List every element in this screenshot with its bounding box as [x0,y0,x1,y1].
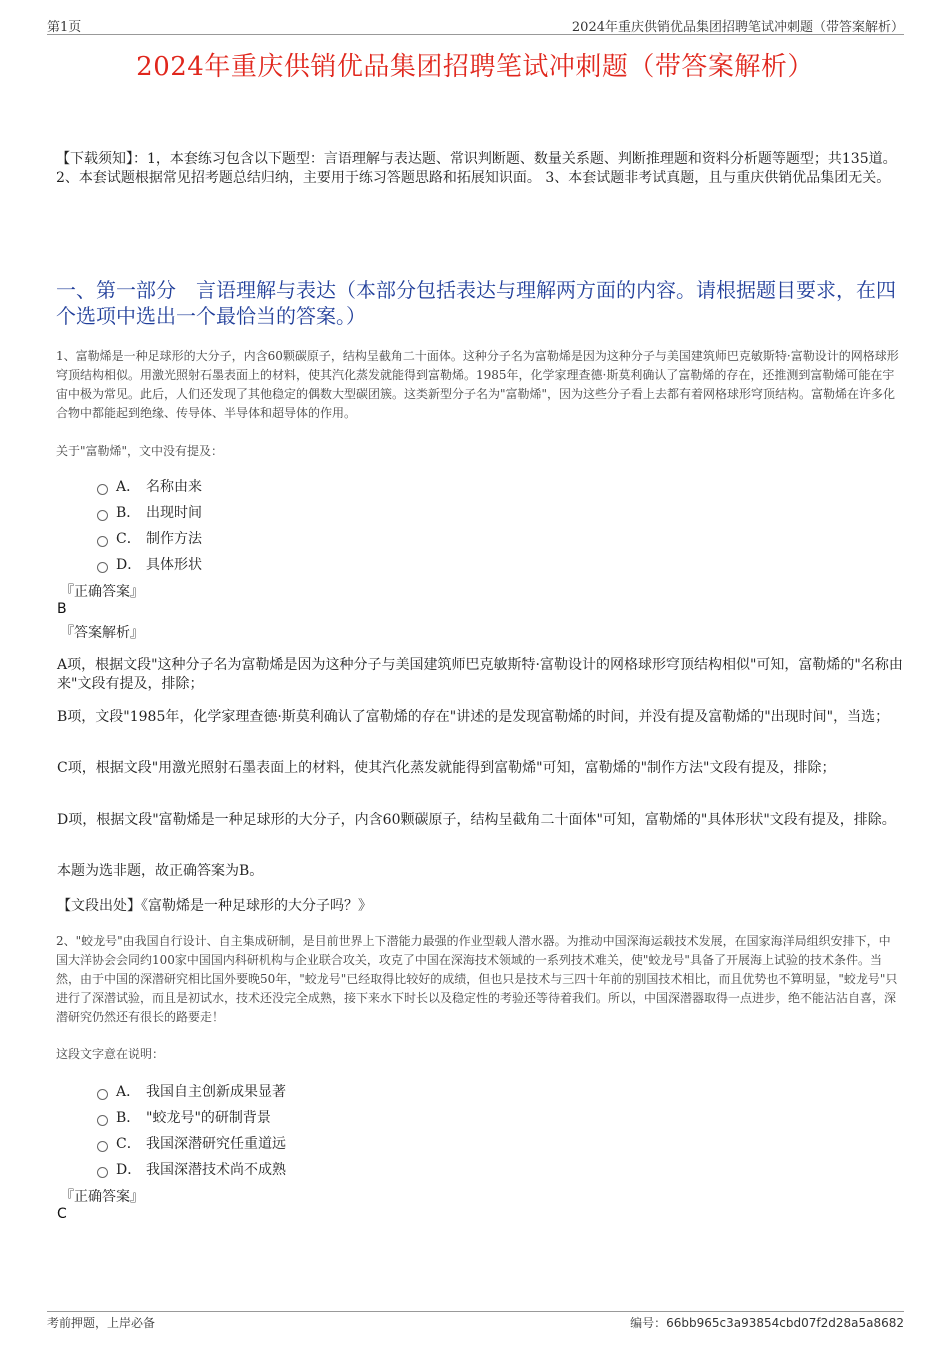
running-header-title: 2024年重庆供销优品集团招聘笔试冲刺题（带答案解析） [571,20,904,35]
section-heading: 一、第一部分 言语理解与表达（本部分包括表达与理解两方面的内容。请根据题目要求，在四个选项中选出一个最恰当的答案。） [56,278,896,328]
option-text: 我国自主创新成果显著 [146,1084,286,1100]
analysis-option-b: B项，文段"1985年，化学家理查德·斯莫利确认了富勒烯的存在"讲述的是发现富勒烯的时间，并没有提及富勒烯的"出现时间"，当选； [57,709,890,725]
option-text: 名称由来 [146,479,202,495]
option-a[interactable]: A． 我国自主创新成果显著 [97,1078,286,1104]
radio-icon[interactable] [97,1167,108,1178]
question-1-passage: 1、富勒烯是一种足球形的大分子，内含60颗碳原子，结构呈截角二十面体。这种分子名为富勒烯是因为这种分子与美国建筑师巴克敏斯特·富勒设计的网格球形穹顶结构相似。用激光照射石墨表面上的材料，使其汽化蒸发就能得到富勒烯。1985年，化学家理查德·斯莫利确认了富勒烯的存在，还推测到富勒烯可能在宇宙中极为常见。此后，人们还发现了其他稳定的偶数大型碳团簇。这类新型分子名为"富勒烯"，因为这些分子看上去都有着网格球形穹顶结构。富勒烯在许多化合物中都能起到绝缘、传导体、半导体和超导体的作用。 [56,349,899,420]
option-text: 制作方法 [146,531,202,547]
document-id-value: 66bb965c3a93854cbd07f2d28a5a8682 [666,1316,904,1330]
option-text: 出现时间 [146,505,202,521]
radio-icon[interactable] [97,562,108,573]
option-b[interactable]: B． "蛟龙号"的研制背景 [97,1104,286,1130]
radio-icon[interactable] [97,510,108,521]
question-2-prompt: 这段文字意在说明： [56,1047,165,1061]
option-text: 我国深潜技术尚不成熟 [146,1162,286,1178]
option-b[interactable]: B． 出现时间 [97,499,202,525]
option-d[interactable]: D． 具体形状 [97,551,202,577]
option-text: 具体形状 [146,557,202,573]
question-1-options [97,473,202,577]
option-a[interactable]: A． 名称由来 [97,473,202,499]
correct-answer-label: 『正确答案』 [60,1189,144,1205]
correct-answer: B [57,601,67,617]
analysis-conclusion: 本题为选非题，故正确答案为B。 [57,863,264,879]
option-c[interactable]: C． 制作方法 [97,525,202,551]
correct-answer-label: 『正确答案』 [60,584,144,600]
analysis-option-c: C项，根据文段"用激光照射石墨表面上的材料，使其汽化蒸发就能得到富勒烯"可知，富勒烯的"制作方法"文段有提及，排除； [57,760,836,776]
analysis-label: 『答案解析』 [60,625,144,641]
analysis-option-a: A项，根据文段"这种分子名为富勒烯是因为这种分子与美国建筑师巴克敏斯特·富勒设计的网格球形穹顶结构相似"可知，富勒烯的"名称由来"文段有提及，排除； [57,657,903,692]
document-id [630,1314,904,1331]
footer-slogan: 考前押题，上岸必备 [47,1316,156,1330]
page-title: 2024年重庆供销优品集团招聘笔试冲刺题（带答案解析） [136,52,814,82]
passage-source: 【文段出处】《富勒烯是一种足球形的大分子吗？》 [57,898,372,914]
option-text: "蛟龙号"的研制背景 [146,1110,271,1126]
page-number: 第1页 [47,20,82,35]
radio-icon[interactable] [97,484,108,495]
option-d[interactable]: D． 我国深潜技术尚不成熟 [97,1156,286,1182]
question-1-prompt: 关于"富勒烯"，文中没有提及： [56,444,224,458]
radio-icon[interactable] [97,1141,108,1152]
option-c[interactable]: C． 我国深潜研究任重道远 [97,1130,286,1156]
download-notice: 【下载须知】：1，本套练习包含以下题型：言语理解与表达题、常识判断题、数量关系题、判断推理题和资料分析题等题型；共135道。 2、本套试题根据常见招考题总结归纳，主要用于练习答题思路和拓展知识面。 3、本套试题非考试真题，且与重庆供销优品集团无关。 [56,151,897,186]
radio-icon[interactable] [97,1115,108,1126]
option-text: 我国深潜研究任重道远 [146,1136,286,1152]
correct-answer: C [57,1206,67,1222]
radio-icon[interactable] [97,1089,108,1100]
footer-divider [47,1311,904,1312]
radio-icon[interactable] [97,536,108,547]
header-divider [47,34,904,35]
document-id-label: 编号： [630,1316,667,1330]
question-2-options [97,1078,286,1182]
analysis-option-d: D项，根据文段"富勒烯是一种足球形的大分子，内含60颗碳原子，结构呈截角二十面体"可知，富勒烯的"具体形状"文段有提及，排除。 [57,812,896,828]
question-2-passage: 2、"蛟龙号"由我国自行设计、自主集成研制，是目前世界上下潜能力最强的作业型载人潜水器。为推动中国深海运载技术发展，在国家海洋局组织安排下，中国大洋协会会同约100家中国国内科研机构与企业联合攻关，攻克了中国在深海技术领域的一系列技术难关，使"蛟龙号"具备了开展海上试验的技术条件。当然，由于中国的深潜研究相比国外要晚50年，"蛟龙号"已经取得比较好的成绩，但也只是技术与三四十年前的别国技术相比，而且优势也不算明显，"蛟龙号"只进行了深潜试验，而且是初试水，技术还没完全成熟，接下来水下时长以及稳定性的考验还等待着我们。所以，中国深潜器取得一点进步，绝不能沾沾自喜，深潜研究仍然还有很长的路要走！ [56,934,898,1024]
